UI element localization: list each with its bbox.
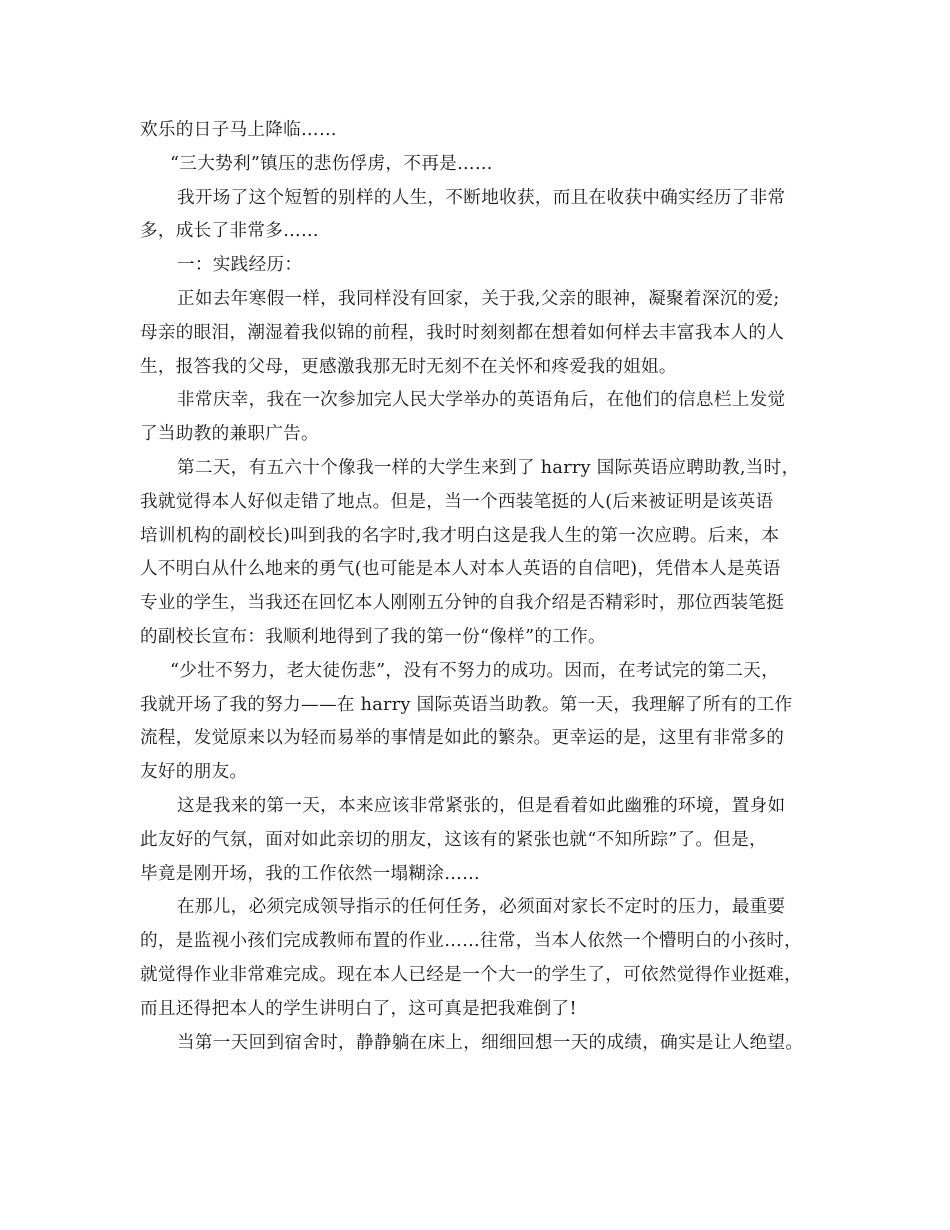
text-line: 而且还得把本人的学生讲明白了，这可真是把我难倒了! xyxy=(140,998,577,1019)
text-line: 非常庆幸，我在一次参加完人民大学举办的英语角后，在他们的信息栏上发觉 xyxy=(177,390,786,411)
text-line: “三大势利”镇压的悲伤俘虏，不再是…… xyxy=(170,153,493,174)
text-line: 欢乐的日子马上降临…… xyxy=(140,120,337,140)
text-line: 正如去年寒假一样，我同样没有回家，关于我,父亲的眼神，凝聚着深沉的爱; xyxy=(177,288,780,309)
text-line: 专业的学生，当我还在回忆本人刚刚五分钟的自我介绍是否精彩时，那位西装笔挺 xyxy=(140,593,785,614)
text-line: 母亲的眼泪，潮湿着我似锦的前程，我时时刻刻都在想着如何样去丰富我本人的人 xyxy=(140,322,785,343)
text-line: 此友好的气氛，面对如此亲切的朋友，这该有的紧张也就“不知所踪”了。但是， xyxy=(140,829,767,850)
text-line: 第二天，有五六十个像我一样的大学生来到了 harry 国际英语应聘助教,当时， xyxy=(177,457,800,478)
text-line: 人不明白从什么地来的勇气(也可能是本人对本人英语的自信吧)，凭借本人是英语 xyxy=(140,559,781,580)
text-line: 友好的朋友。 xyxy=(140,762,248,783)
text-line: 的，是监视小孩们完成教师布置的作业……往常，当本人依然一个懵明白的小孩时， xyxy=(140,931,803,952)
text-line: 当第一天回到宿舍时，静静躺在床上，细细回想一天的成绩，确实是让人绝望。 xyxy=(177,1032,804,1053)
text-line: 生，报答我的父母，更感激我那无时无刻不在关怀和疼爱我的姐姐。 xyxy=(140,356,677,377)
text-line: 这是我来的第一天，本来应该非常紧张的，但是看着如此幽雅的环境，置身如 xyxy=(177,795,786,816)
text-line: 的副校长宣布：我顺利地得到了我的第一份“像样”的工作。 xyxy=(140,626,606,647)
text-line: “少壮不努力，老大徒伤悲”，没有不努力的成功。因而，在考试完的第二天， xyxy=(170,660,780,681)
text-line: 我就觉得本人好似走错了地点。但是，当一个西装笔挺的人(后来被证明是该英语 xyxy=(140,491,774,512)
text-line: 流程，发觉原来以为轻而易举的事情是如此的繁杂。更幸运的是，这里有非常多的 xyxy=(140,728,785,749)
text-line: 多，成长了非常多…… xyxy=(140,221,319,242)
body-text xyxy=(140,114,815,1060)
text-line: 就觉得作业非常难完成。现在本人已经是一个大一的学生了，可依然觉得作业挺难， xyxy=(140,964,803,985)
text-line: 毕竟是刚开场，我的工作依然一塌糊涂…… xyxy=(140,863,480,884)
section-heading: 一：实践经历： xyxy=(177,255,303,276)
text-line: 了当助教的兼职广告。 xyxy=(140,424,319,445)
text-line: 我就开场了我的努力——在 harry 国际英语当助教。第一天，我理解了所有的工作 xyxy=(140,694,793,715)
text-line: 培训机构的副校长)叫到我的名字时,我才明白这是我人生的第一次应聘。后来，本 xyxy=(140,525,780,546)
text-line: 在那儿，必须完成领导指示的任何任务，必须面对家长不定时的压力，最重要 xyxy=(177,897,786,918)
text-line: 我开场了这个短暂的别样的人生，不断地收获，而且在收获中确实经历了非常 xyxy=(177,187,786,208)
